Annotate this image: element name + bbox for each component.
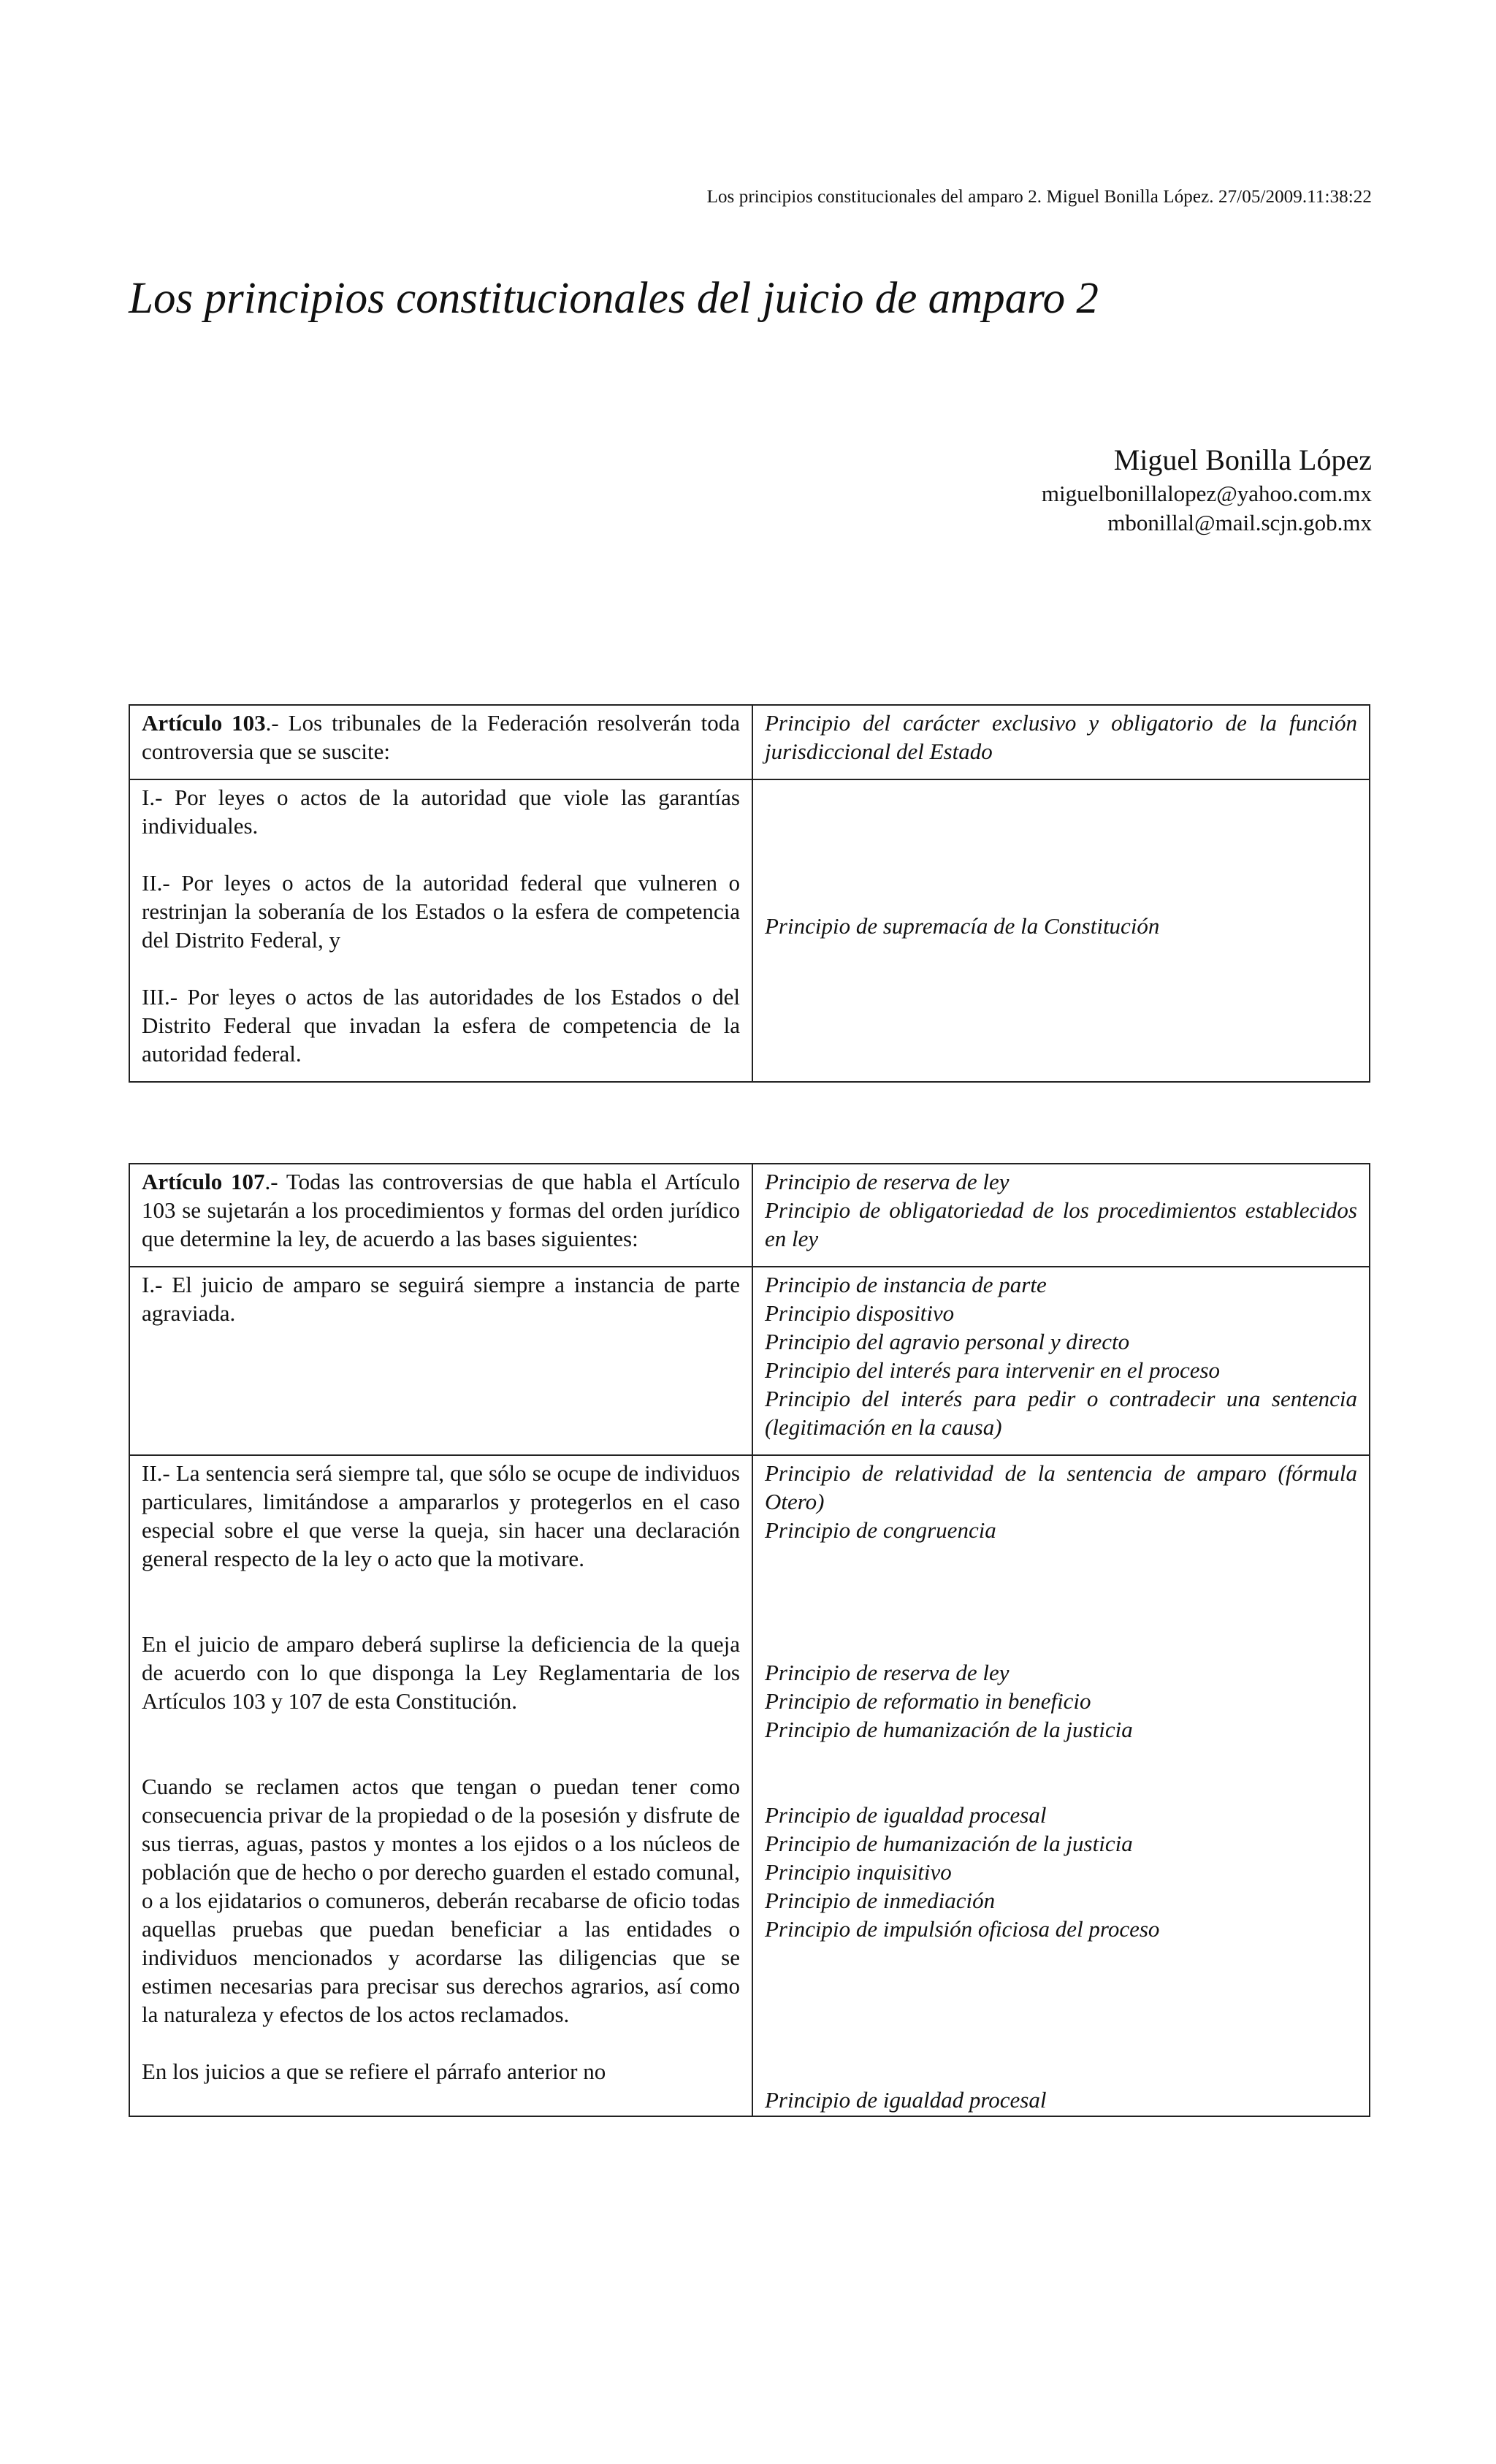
article-107-table <box>129 1163 1370 2117</box>
principle-item: Principio dispositivo <box>765 1300 955 1326</box>
author-name: Miguel Bonilla López <box>1113 443 1372 476</box>
principle-cell <box>752 1267 1370 1455</box>
fraction-i-cell <box>129 1267 752 1455</box>
table-row <box>129 779 1370 1082</box>
principle-item: Principio de humanización de la justicia <box>765 1831 1133 1856</box>
article-103-table <box>129 704 1370 1083</box>
principle-item: Principio inquisitivo <box>765 1859 952 1885</box>
principle-item: Principio de reserva de ley <box>765 1660 1010 1685</box>
agrarian-followup-paragraph: En los juicios a que se refiere el párrafo anterior no <box>142 2059 606 2084</box>
principle-item: Principio de humanización de la justicia <box>765 1717 1133 1742</box>
table-row <box>129 1164 1370 1267</box>
suplencia-paragraph: En el juicio de amparo deberá suplirse la deficiencia de la queja de acuerdo con lo que disponga la Ley Reglamentaria de los Artículos 103 y 107 de esta Constitución. <box>142 1631 740 1714</box>
document-title: Los principios constitucionales del juicio de amparo 2 <box>129 274 1099 323</box>
article-107-text-cell <box>129 1164 752 1267</box>
fraction-ii: II.- Por leyes o actos de la autoridad federal que vulneren o restrinjan la soberanía de los Estados o la esfera de competencia del Distrito Federal, y <box>142 870 740 953</box>
running-header: Los principios constitucionales del amparo 2. Miguel Bonilla López. 27/05/2009.11:38:22 <box>706 187 1372 207</box>
principle-item: Principio de impulsión oficiosa del proceso <box>765 1916 1160 1942</box>
author-email-primary: miguelbonillalopez@yahoo.com.mx <box>1041 481 1372 506</box>
author-block <box>1042 441 1372 538</box>
principle-cell <box>752 705 1370 779</box>
principle-item: Principio del agravio personal y directo <box>765 1329 1130 1354</box>
article-107-intro: .- Todas las controversias de que habla el Artículo 103 se sujetarán a los procedimientos y formas del orden jurídico que determine la ley, de acuerdo a las bases siguientes: <box>142 1169 740 1251</box>
principle-item: Principio de congruencia <box>765 1517 996 1543</box>
principle-item: Principio de instancia de parte <box>765 1272 1047 1297</box>
article-107-label: Artículo 107 <box>142 1169 265 1194</box>
principle-cell <box>752 779 1370 1082</box>
table-row <box>129 705 1370 779</box>
principle-item: Principio de igualdad procesal <box>765 2087 1047 2113</box>
principle-item: Principio de reserva de ley <box>765 1169 1010 1194</box>
author-email-secondary: mbonillal@mail.scjn.gob.mx <box>1107 510 1372 535</box>
table-row <box>129 1267 1370 1455</box>
principle-item: Principio del interés para pedir o contradecir una sentencia (legitimación en la causa) <box>765 1386 1357 1440</box>
agrarian-paragraph: Cuando se reclamen actos que tengan o puedan tener como consecuencia privar de la propiedad o de la posesión y disfrute de sus tierras, aguas, pastos y montes a los ejidos o a los núcleos de población que de hecho o por derecho guarden el estado comunal, o a los ejidatarios o comuneros, deberán recabarse de oficio todas aquellas pruebas que puedan beneficiar a las entidades o individuos mencionados y acordarse las diligencias que se estimen necesarias para precisar sus derechos agrarios, así como la naturaleza y efectos de los actos reclamados. <box>142 1774 740 2027</box>
fraction-ii-cell <box>129 1455 752 2116</box>
fraction-iii: III.- Por leyes o actos de las autoridades de los Estados o del Distrito Federal que invadan la esfera de competencia de la autoridad federal. <box>142 984 740 1067</box>
principle-cell <box>752 1455 1370 2116</box>
article-103-text-cell <box>129 705 752 779</box>
fraction-i: I.- El juicio de amparo se seguirá siempre a instancia de parte agraviada. <box>142 1272 740 1326</box>
principle-item: Principio de obligatoriedad de los procedimientos establecidos en ley <box>765 1197 1357 1251</box>
principle-item: Principio de igualdad procesal <box>765 1802 1047 1828</box>
principle-cell <box>752 1164 1370 1267</box>
principle-item: Principio de relatividad de la sentencia de amparo (fórmula Otero) <box>765 1460 1357 1514</box>
fraction-ii: II.- La sentencia será siempre tal, que sólo se ocupe de individuos particulares, limitándose a ampararlos y protegerlos en el caso especial sobre el que verse la queja, sin hacer una declaración general respecto de la ley o acto que la motivare. <box>142 1460 740 1571</box>
principle-item: Principio de reformatio in beneficio <box>765 1688 1091 1714</box>
principle-item: Principio de supremacía de la Constitución <box>765 912 1160 939</box>
principle-item: Principio de inmediación <box>765 1888 996 1913</box>
principle-item: Principio del carácter exclusivo y obligatorio de la función jurisdiccional del Estado <box>765 710 1357 764</box>
article-103-label: Artículo 103 <box>142 710 266 736</box>
fractions-cell <box>129 779 752 1082</box>
table-row <box>129 1455 1370 2116</box>
fraction-i: I.- Por leyes o actos de la autoridad que viole las garantías individuales. <box>142 785 740 839</box>
article-103-intro: .- Los tribunales de la Federación resolverán toda controversia que se suscite: <box>142 710 740 764</box>
principle-item: Principio del interés para intervenir en el proceso <box>765 1357 1221 1383</box>
